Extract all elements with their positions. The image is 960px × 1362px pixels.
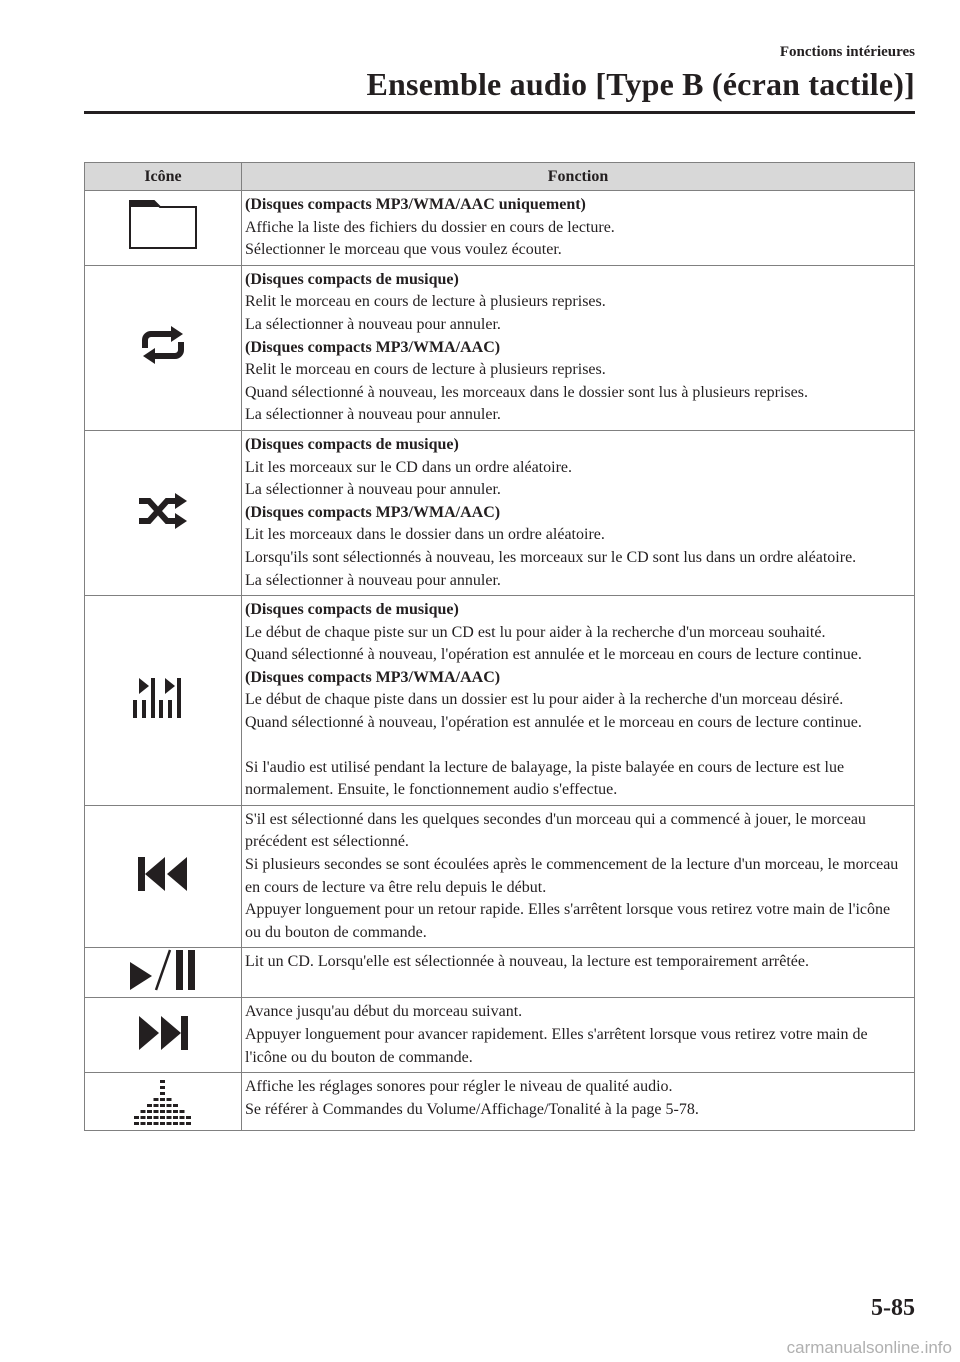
header-divider — [84, 111, 915, 114]
table-header-row — [85, 163, 915, 191]
icon-cell — [85, 1073, 242, 1131]
repeat-icon — [138, 351, 188, 368]
previous-track-icon — [137, 878, 189, 895]
icon-function-table — [84, 162, 915, 1131]
media-type-heading: (Disques compacts MP3/WMA/AAC uniquement) — [245, 196, 586, 213]
function-description — [242, 948, 915, 998]
table-row — [85, 596, 915, 806]
description-line: Affiche les réglages sonores pour régler le niveau de qualité audio. — [245, 1078, 673, 1096]
scan-icon — [131, 707, 195, 724]
watermark: carmanualsonline.info — [786, 1338, 952, 1357]
icon-cell — [85, 948, 242, 998]
table-row — [85, 191, 915, 266]
table-row — [85, 805, 915, 948]
description-line: Appuyer longuement pour avancer rapidement. Elles s'arrêtent lorsque vous retirez votre main de l'icône ou du bouton de commande. — [245, 1026, 868, 1066]
media-type-heading: (Disques compacts de musique) — [245, 601, 459, 619]
column-header-icon: Icône — [85, 163, 242, 191]
function-description — [242, 430, 915, 595]
table-row — [85, 1073, 915, 1131]
description-line: La sélectionner à nouveau pour annuler. — [245, 406, 501, 424]
function-description — [242, 998, 915, 1073]
column-header-function: Fonction — [242, 163, 915, 191]
description-line: Avance jusqu'au début du morceau suivant. — [245, 1003, 523, 1021]
description-line: Se référer à Commandes du Volume/Affichage/Tonalité à la page 5-78. — [245, 1100, 699, 1118]
function-description — [242, 805, 915, 948]
description-line: Le début de chaque piste dans un dossier est lu pour aider à la recherche d'un morceau désiré. — [245, 691, 844, 709]
media-type-heading: (Disques compacts MP3/WMA/AAC) — [245, 503, 501, 521]
description-line: Sélectionner le morceau que vous voulez écouter. — [245, 241, 562, 259]
icon-cell — [85, 998, 242, 1073]
description-line: Lit les morceaux dans le dossier dans un ordre aléatoire. — [245, 526, 605, 544]
description-line: S'il est sélectionné dans les quelques secondes d'un morceau qui a commencé à jouer, le morceau précédent est sélectionné. — [245, 810, 866, 851]
description-line: Lit un CD. Lorsqu'elle est sélectionnée à nouveau, la lecture est temporairement arrêtée. — [245, 953, 809, 971]
next-track-icon — [137, 1037, 189, 1054]
function-description — [242, 191, 915, 266]
play-pause-icon — [128, 979, 198, 996]
icon-cell — [85, 430, 242, 595]
section-label: Fonctions intérieures — [779, 44, 915, 60]
function-description — [242, 596, 915, 806]
icon-cell — [85, 265, 242, 430]
description-line: La sélectionner à nouveau pour annuler. — [245, 481, 501, 499]
description-line: La sélectionner à nouveau pour annuler. — [245, 315, 501, 333]
table-row — [85, 430, 915, 595]
shuffle-icon — [137, 516, 189, 533]
equalizer-icon — [133, 1112, 193, 1129]
description-line: Appuyer longuement pour un retour rapide. Elles s'arrêtent lorsque vous retirez votre main de l'icône ou du bouton de commande. — [245, 901, 891, 941]
description-line: Si l'audio est utilisé pendant la lecture de balayage, la piste balayée en cours de lecture est lue normalement. Ensuite, le fonctionnement audio s'effectue. — [245, 758, 845, 799]
icon-cell — [85, 596, 242, 806]
table-row — [85, 265, 915, 430]
description-line: Quand sélectionné à nouveau, l'opération est annulée et le morceau en cours de lecture continue. — [245, 714, 862, 732]
description-line: Le début de chaque piste sur un CD est lu pour aider à la recherche d'un morceau souhaité. — [245, 623, 826, 641]
icon-cell — [85, 805, 242, 948]
table-row — [85, 998, 915, 1073]
media-type-heading: (Disques compacts MP3/WMA/AAC) — [245, 338, 501, 356]
icon-cell — [85, 191, 242, 266]
function-description — [242, 1073, 915, 1131]
description-line: Relit le morceau en cours de lecture à plusieurs reprises. — [245, 293, 606, 311]
media-type-heading: (Disques compacts MP3/WMA/AAC) — [245, 668, 501, 686]
description-line: La sélectionner à nouveau pour annuler. — [245, 571, 501, 589]
page-number: 5-85 — [871, 1295, 915, 1321]
table-row — [85, 948, 915, 998]
description-line: Quand sélectionné à nouveau, l'opération est annulée et le morceau en cours de lecture continue. — [245, 646, 862, 664]
description-line: Relit le morceau en cours de lecture à plusieurs reprises. — [245, 361, 606, 379]
description-line: Si plusieurs secondes se sont écoulées après le commencement de la lecture d'un morceau, le morceau en cours de lecture va être relu depuis le début. — [245, 856, 899, 896]
description-line: Quand sélectionné à nouveau, les morceaux dans le dossier sont lus à plusieurs reprises. — [245, 383, 808, 401]
description-line: Lorsqu'ils sont sélectionnés à nouveau, les morceaux sur le CD sont lus dans un ordre aléatoire. — [245, 548, 857, 566]
description-line: Lit les morceaux sur le CD dans un ordre aléatoire. — [245, 458, 572, 476]
function-description — [242, 265, 915, 430]
media-type-heading: (Disques compacts de musique) — [245, 270, 459, 288]
media-type-heading: (Disques compacts de musique) — [245, 435, 459, 453]
page-title: Ensemble audio [Type B (écran tactile)] — [366, 66, 915, 102]
folder-icon — [128, 237, 198, 254]
description-line: Affiche la liste des fichiers du dossier en cours de lecture. — [245, 218, 615, 236]
